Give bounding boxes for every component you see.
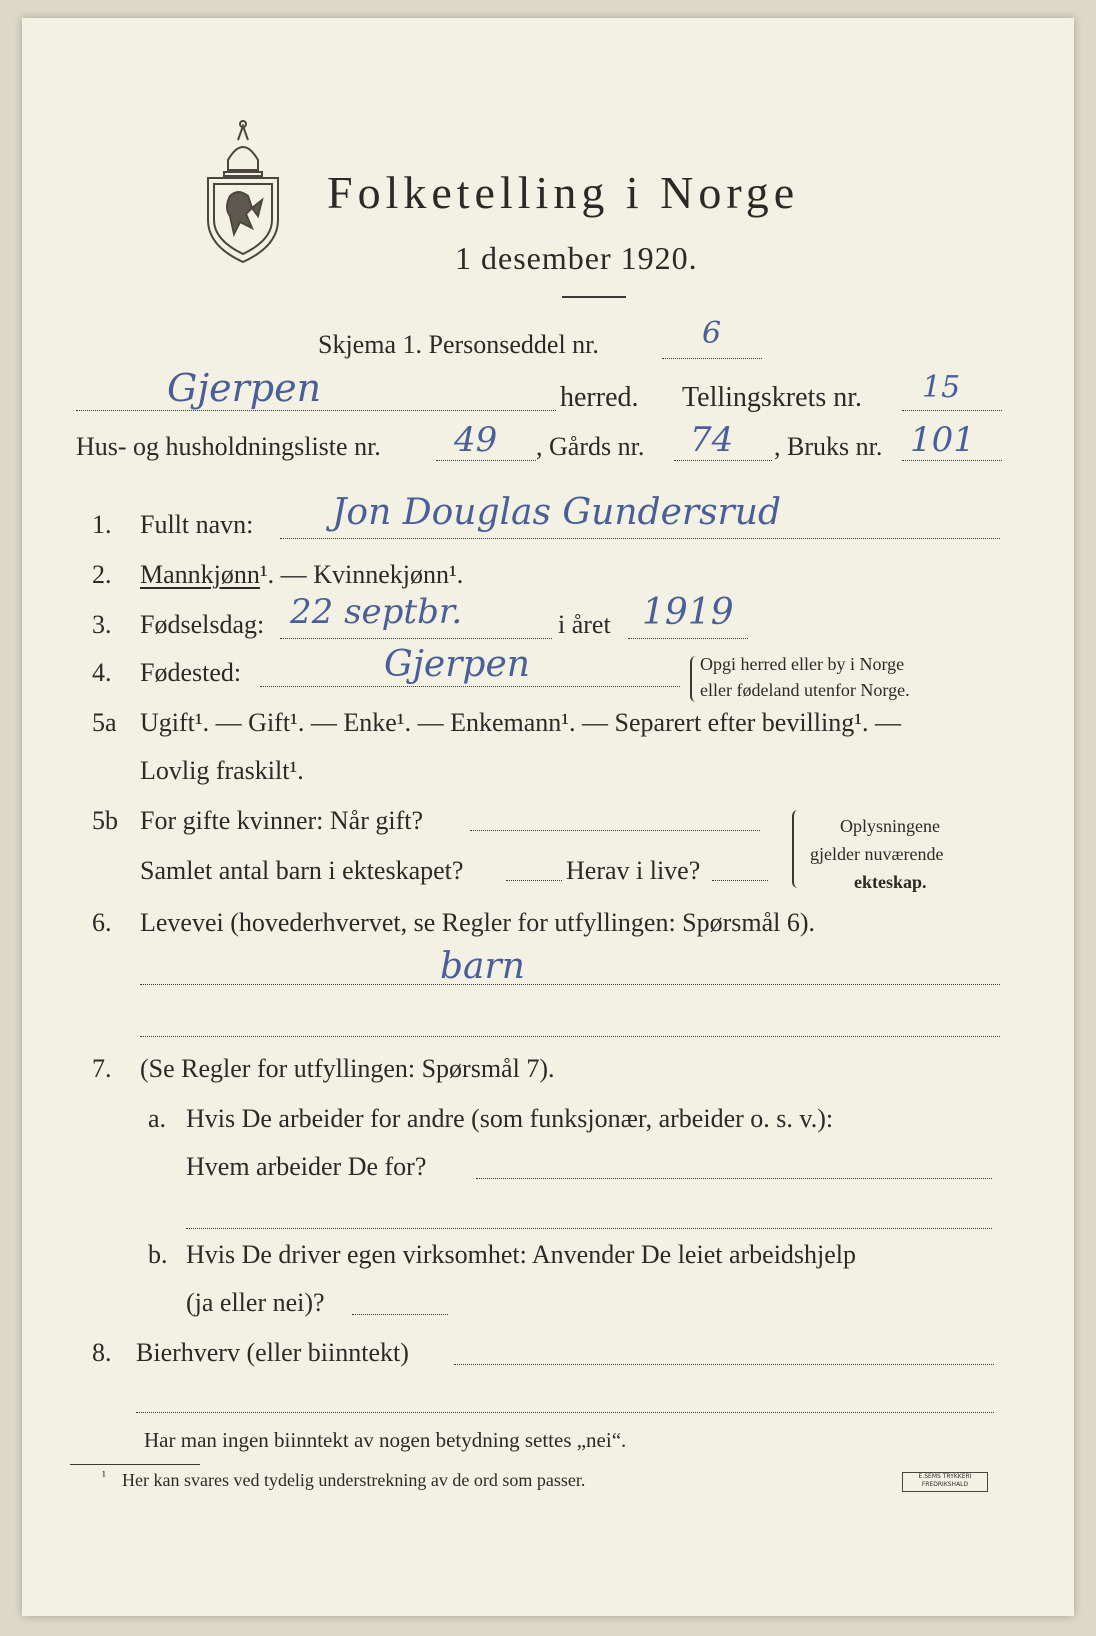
q5b-alive-underline bbox=[712, 880, 768, 881]
q2-separator: ¹. — bbox=[259, 560, 314, 589]
q6-underline-2 bbox=[140, 1036, 1000, 1037]
q3-year-label: i året bbox=[558, 610, 611, 639]
q3-year-underline bbox=[628, 638, 748, 639]
q5a-options: Ugift¹. — Gift¹. — Enke¹. — Enkemann¹. — Separert efter bevilling¹. — bbox=[140, 708, 902, 737]
q7a-question: Hvem arbeider De for? bbox=[186, 1152, 427, 1181]
hus-underline bbox=[436, 460, 536, 461]
q5b-note-line1: Oplysningene bbox=[840, 816, 940, 836]
q6-label: Levevei (hovederhvervet, se Regler for utfyllingen: Spørsmål 6). bbox=[140, 908, 816, 937]
birth-year: 1919 bbox=[642, 592, 734, 633]
q4-number: 4. bbox=[92, 658, 112, 687]
personseddel-underline bbox=[662, 358, 762, 359]
tellingskrets-underline bbox=[902, 410, 1002, 411]
q8-note: Har man ingen biinntekt av nogen betydning settes „nei“. bbox=[144, 1428, 627, 1452]
title-divider bbox=[562, 296, 626, 298]
q4-note-line2: eller fødeland utenfor Norge. bbox=[700, 680, 910, 700]
form-title: Folketelling i Norge bbox=[327, 167, 800, 218]
q7-number: 7. bbox=[92, 1054, 112, 1083]
q8-underline-1 bbox=[454, 1364, 994, 1365]
q3-number: 3. bbox=[92, 610, 112, 639]
q7b-text: Hvis De driver egen virksomhet: Anvender De leiet arbeidshjelp bbox=[186, 1240, 857, 1269]
hus-number: 49 bbox=[454, 420, 498, 460]
q7a-underline-2 bbox=[186, 1228, 992, 1229]
q5a-number: 5a bbox=[92, 708, 117, 737]
occupation: barn bbox=[440, 946, 525, 987]
footnote-rule bbox=[70, 1464, 200, 1465]
coat-of-arms-icon bbox=[200, 116, 286, 264]
bruks-underline bbox=[902, 460, 1002, 461]
herred-name: Gjerpen bbox=[167, 366, 322, 410]
birthplace: Gjerpen bbox=[384, 644, 530, 685]
footnote-text: Her kan svares ved tydelig understrekning av de ord som passer. bbox=[122, 1470, 586, 1490]
q5b-note-brace bbox=[792, 810, 803, 888]
tellingskrets-number: 15 bbox=[922, 370, 961, 405]
schema-label: Skjema 1. Personseddel nr. bbox=[318, 330, 599, 359]
q3-day-underline bbox=[280, 638, 552, 639]
q7b-question: (ja eller nei)? bbox=[186, 1288, 325, 1317]
gards-label: , Gårds nr. bbox=[536, 432, 645, 461]
q2-male-option: Mannkjønn bbox=[140, 560, 260, 589]
printer-stamp-line2: FREDRIKSHALD bbox=[921, 1481, 969, 1488]
q5a-options-cont: Lovlig fraskilt¹. bbox=[140, 756, 304, 785]
q2-female-option: Kvinnekjønn¹. bbox=[313, 560, 464, 589]
q4-label: Fødested: bbox=[140, 658, 242, 687]
birth-day: 22 septbr. bbox=[290, 592, 463, 632]
q7b-number: b. bbox=[148, 1240, 168, 1269]
q7a-text: Hvis De arbeider for andre (som funksjonær, arbeider o. s. v.): bbox=[186, 1104, 834, 1133]
herred-label: herred. bbox=[560, 382, 639, 413]
census-date: 1 desember 1920. bbox=[455, 240, 698, 276]
herred-underline bbox=[76, 410, 556, 411]
q5b-note-line2: gjelder nuværende bbox=[810, 844, 944, 864]
gards-number: 74 bbox=[690, 420, 734, 460]
q1-number: 1. bbox=[92, 510, 112, 539]
printer-stamp bbox=[902, 1472, 988, 1492]
q3-label: Fødselsdag: bbox=[140, 610, 265, 639]
hus-label: Hus- og husholdningsliste nr. bbox=[76, 432, 381, 461]
q6-underline-1 bbox=[140, 984, 1000, 985]
census-form bbox=[22, 18, 1074, 1616]
gards-underline bbox=[674, 460, 772, 461]
q6-number: 6. bbox=[92, 908, 112, 937]
q5b-children-label: Samlet antal barn i ekteskapet? bbox=[140, 856, 464, 885]
q7a-underline-1 bbox=[476, 1178, 992, 1179]
personseddel-number: 6 bbox=[702, 316, 722, 351]
q8-underline-2 bbox=[136, 1412, 994, 1413]
q1-underline bbox=[280, 538, 1000, 539]
q7-label: (Se Regler for utfyllingen: Spørsmål 7). bbox=[140, 1054, 555, 1083]
q5b-when-married: For gifte kvinner: Når gift? bbox=[140, 806, 424, 835]
bruks-number: 101 bbox=[910, 420, 975, 460]
q4-note-line1: Opgi herred eller by i Norge bbox=[700, 654, 905, 674]
q1-label: Fullt navn: bbox=[140, 510, 254, 539]
q8-number: 8. bbox=[92, 1338, 112, 1367]
q4-underline bbox=[260, 686, 680, 687]
footnote-mark: ¹ bbox=[102, 1468, 106, 1483]
q5b-when-underline bbox=[470, 830, 760, 831]
q5b-alive-label: Herav i live? bbox=[566, 856, 701, 885]
q5b-children-underline bbox=[506, 880, 562, 881]
q5b-note-line3: ekteskap. bbox=[854, 872, 927, 892]
q8-label: Bierhverv (eller biinntekt) bbox=[136, 1338, 409, 1367]
q5b-number: 5b bbox=[92, 806, 118, 835]
q7a-number: a. bbox=[148, 1104, 167, 1133]
q2-options bbox=[140, 560, 463, 590]
full-name: Jon Douglas Gundersrud bbox=[332, 492, 781, 533]
q7b-underline bbox=[352, 1314, 448, 1315]
tellingskrets-label: Tellingskrets nr. bbox=[682, 382, 863, 413]
bruks-label: , Bruks nr. bbox=[774, 432, 883, 461]
printer-stamp-line1: E.SEMS TRYKKERI bbox=[918, 1473, 972, 1480]
q2-number: 2. bbox=[92, 560, 112, 589]
